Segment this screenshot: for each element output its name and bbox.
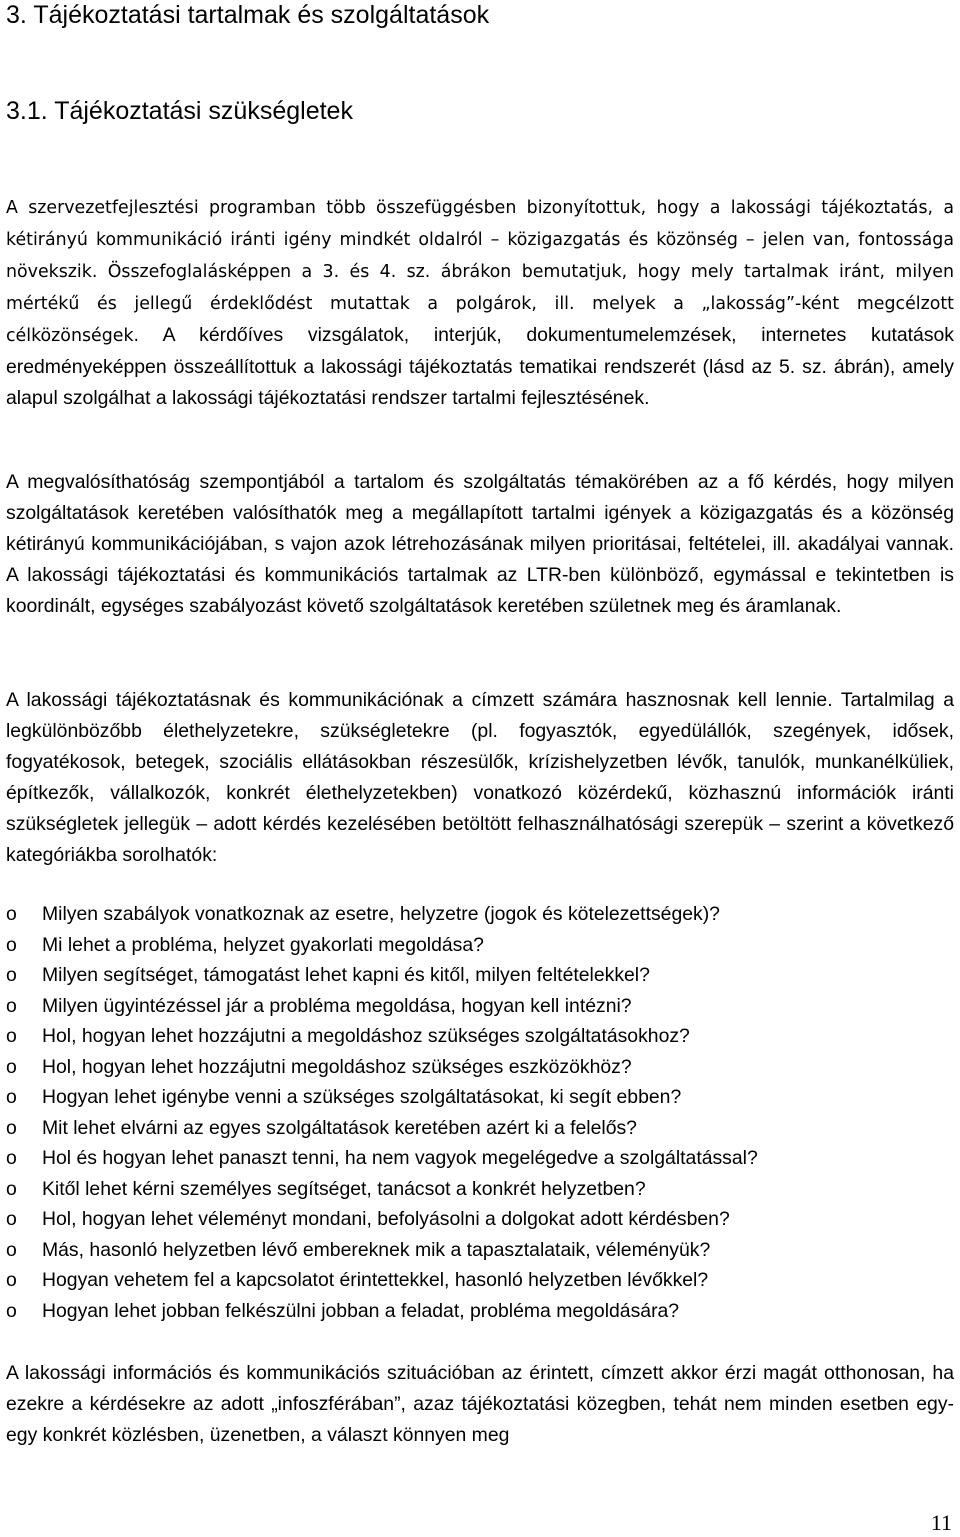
question-list <box>6 899 946 1326</box>
list-item-text: Hol, hogyan lehet véleményt mondani, befolyásolni a dolgokat adott kérdésben? <box>42 1208 730 1230</box>
bullet-marker: o <box>6 964 17 986</box>
list-item <box>6 1021 946 1052</box>
list-item-text: Mi lehet a probléma, helyzet gyakorlati megoldása? <box>42 933 484 956</box>
list-item <box>6 1143 946 1174</box>
list-item <box>6 960 946 991</box>
bullet-marker: o <box>6 1208 17 1230</box>
list-item-text: Hol és hogyan lehet panaszt tenni, ha nem vagyok megelégedve a szolgáltatással? <box>42 1147 758 1169</box>
list-item-text: Hogyan lehet jobban felkészülni jobban a feladat, probléma megoldására? <box>42 1299 680 1322</box>
list-item <box>6 991 946 1022</box>
list-item-text: Mit lehet elvárni az egyes szolgáltatások keretében azért ki a felelős? <box>42 1116 637 1139</box>
section-heading: 3. Tájékoztatási tartalmak és szolgáltatások <box>6 1 490 29</box>
list-item <box>6 930 946 961</box>
bullet-marker: o <box>6 903 17 925</box>
list-item <box>6 1265 946 1296</box>
list-item-text: Hol, hogyan lehet hozzájutni megoldáshoz szükséges eszközökhöz? <box>42 1055 632 1078</box>
list-item <box>6 899 946 930</box>
list-item-text: Hogyan lehet igénybe venni a szükséges szolgáltatásokat, ki segít ebben? <box>42 1086 682 1108</box>
paragraph-categories: A lakossági tájékoztatásnak és kommunikációnak a címzett számára hasznosnak kell lennie. Tartalmilag a legkülönbözőbb élethelyzetekre, szükségletekre (pl. fogyasztók, egyedülállók, szegények, idősek, fogyatékosok, betegek, szociális ellátásokban részesülők, krízishelyzetben lévők, tanulók, munkanélküliek, építkezők, vállalkozók, konkrét élethelyzetekben) vonatkozó közérdekű, közhasznú információk iránti szükségletek jellegük – adott kérdés kezelésében betöltött felhasználhatósági szerepük – szerint a következő kategóriákba sorolhatók: <box>6 689 954 866</box>
subsection-heading: 3.1. Tájékoztatási szükségletek <box>6 97 353 125</box>
list-item-text: Hogyan vehetem fel a kapcsolatot érintettekkel, hasonló helyzetben lévőkkel? <box>42 1269 709 1291</box>
paragraph-intro-part1: A szervezetfejlesztési programban több összefüggésben bizonyítottuk, hogy a lakossági tájékoztatás, a kétirányú kommunikáció iránti igény mindkét oldalról – közigazgatás és közönség – jelen van, fontossága növekszik. Összefoglalásképpen a 3. és 4. sz. ábrákon bemutatjuk, hogy mely tartalmak iránt, milyen mértékű és jellegű érdeklődést mutattak a polgárok, ill. melyek a „lakosság”-ként megcélzott célközönségek. <box>6 198 954 346</box>
list-item-text: Milyen szabályok vonatkoznak az esetre, helyzetre (jogok és kötelezettségek)? <box>42 903 720 925</box>
paragraph-closing: A lakossági információs és kommunikációs szituációban az érintett, címzett akkor érzi magát otthonosan, ha ezekre a kérdésekre az adott „infoszférában”, azaz tájékoztatási közegben, tehát nem minden esetben egy-egy konkrét közlésben, üzenetben, a választ könnyen meg <box>6 1362 954 1446</box>
list-item-text: Kitől lehet kérni személyes segítséget, tanácsot a konkrét helyzetben? <box>42 1177 646 1200</box>
bullet-marker: o <box>6 1269 17 1291</box>
list-item <box>6 1082 946 1113</box>
list-item <box>6 1113 946 1144</box>
bullet-marker: o <box>6 1147 17 1169</box>
paragraph-intro-part2: A kérdőíves vizsgálatok, interjúk, dokumentumelemzések, internetes kutatások eredményeképpen összeállítottuk a lakossági tájékoztatás tematikai rendszerét (lásd az 5. sz. ábrán), amely alapul szolgálhat a lakossági tájékoztatási rendszer tartalmi fejlesztésének. <box>6 324 954 409</box>
list-item-text: Milyen segítséget, támogatást lehet kapni és kitől, milyen feltételekkel? <box>42 964 650 986</box>
list-item-text: Más, hasonló helyzetben lévő embereknek mik a tapasztalataik, véleményük? <box>42 1238 711 1261</box>
bullet-marker: o <box>6 994 17 1017</box>
bullet-marker: o <box>6 1086 17 1108</box>
list-item <box>6 1204 946 1235</box>
bullet-marker: o <box>6 1025 17 1047</box>
paragraph-feasibility: A megvalósíthatóság szempontjából a tartalom és szolgáltatás témakörében az a fő kérdés, hogy milyen szolgáltatások keretében valósíthatók meg a megállapított tartalmi igények a közigazgatás és a közönség kétirányú kommunikációjában, s vajon azok létrehozásának milyen prioritásai, feltételei, ill. akadályai vannak. A lakossági tájékoztatási és kommunikációs tartalmak az LTR-ben különböző, egymással e tekintetben is koordinált, egységes szabályozást követő szolgáltatások keretében születnek meg és áramlanak. <box>6 471 954 617</box>
list-item <box>6 1052 946 1083</box>
bullet-marker: o <box>6 1299 17 1322</box>
list-item-text: Milyen ügyintézéssel jár a probléma megoldása, hogyan kell intézni? <box>42 994 632 1017</box>
list-item <box>6 1296 946 1327</box>
list-item-text: Hol, hogyan lehet hozzájutni a megoldáshoz szükséges szolgáltatásokhoz? <box>42 1025 690 1047</box>
bullet-marker: o <box>6 1238 17 1261</box>
page-number: 11 <box>930 1510 952 1535</box>
list-item <box>6 1174 946 1205</box>
bullet-marker: o <box>6 1116 17 1139</box>
bullet-marker: o <box>6 1177 17 1200</box>
paragraph-intro <box>6 192 954 414</box>
list-item <box>6 1235 946 1266</box>
bullet-marker: o <box>6 933 17 956</box>
bullet-marker: o <box>6 1055 17 1078</box>
